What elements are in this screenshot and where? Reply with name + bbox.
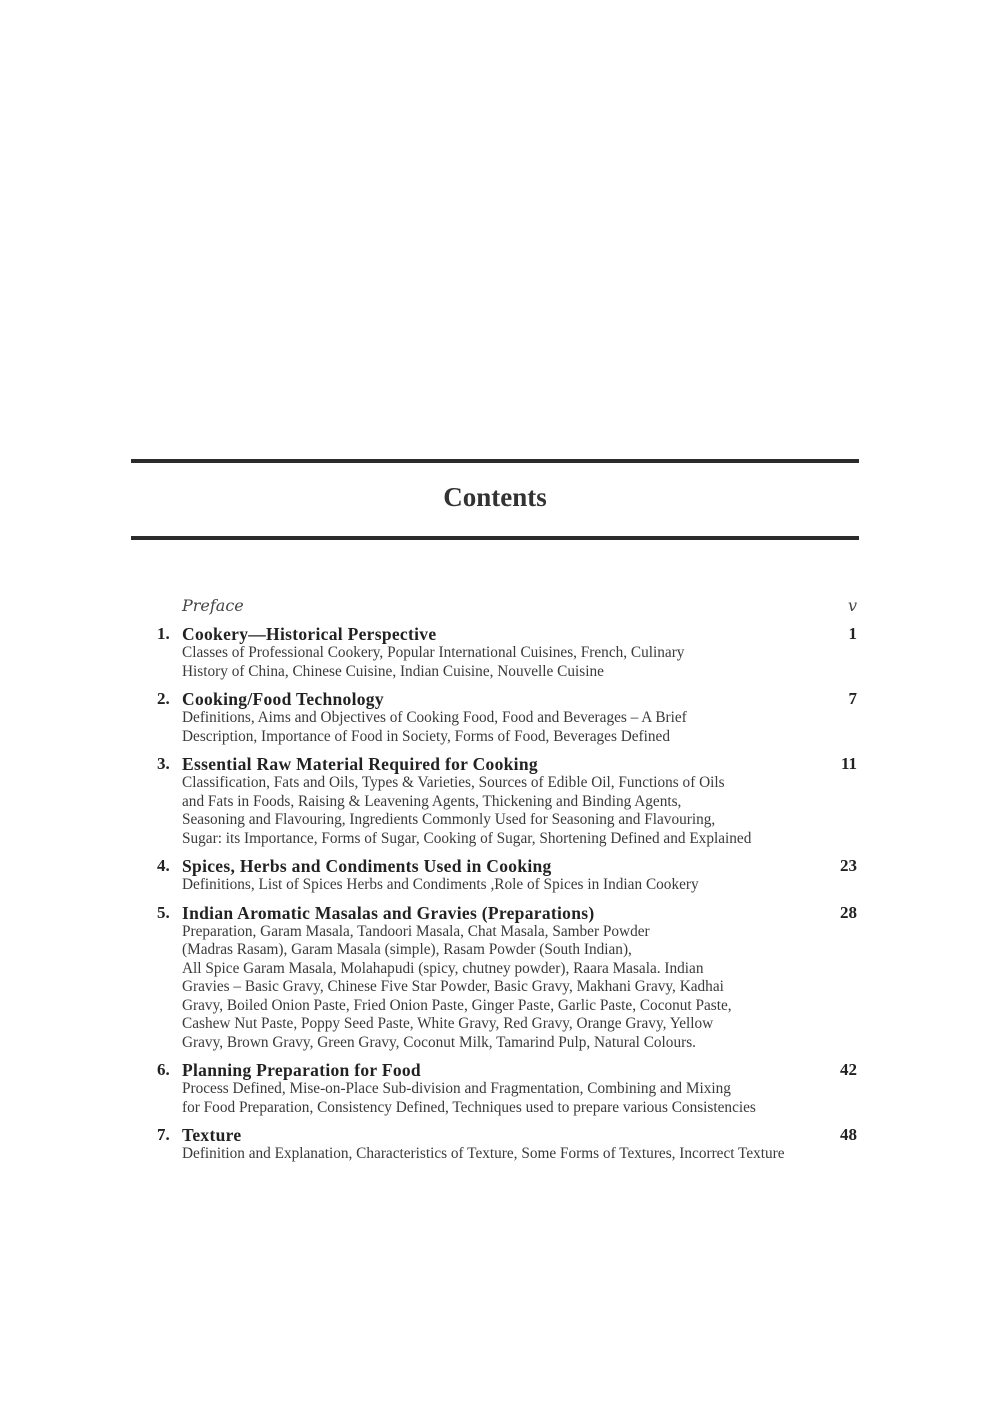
chapter-number: 2. bbox=[157, 689, 170, 708]
toc-entry-header bbox=[157, 624, 859, 644]
chapter-topics-line: All Spice Garam Masala, Molahapudi (spicy, chutney powder), Raara Masala. Indian bbox=[182, 959, 704, 977]
chapter-topics-line: Definitions, Aims and Objectives of Cooking Food, Food and Beverages – A Brief bbox=[182, 709, 687, 726]
top-rule bbox=[131, 459, 859, 463]
preface-page: v bbox=[847, 596, 857, 615]
chapter-topics-line: (Madras Rasam), Garam Masala (simple), Rasam Powder (South Indian), bbox=[182, 941, 632, 958]
toc-entry-header bbox=[157, 689, 859, 709]
chapter-page-number: 48 bbox=[840, 1125, 857, 1144]
chapter-title[interactable]: Texture bbox=[182, 1125, 242, 1145]
chapter-title[interactable]: Essential Raw Material Required for Cooking bbox=[182, 754, 538, 774]
table-of-contents bbox=[157, 596, 859, 1172]
chapter-topics bbox=[182, 774, 859, 848]
chapter-topics bbox=[182, 709, 859, 746]
toc-entry-header bbox=[157, 1060, 859, 1080]
chapter-title[interactable]: Planning Preparation for Food bbox=[182, 1060, 421, 1080]
chapter-page-number: 23 bbox=[840, 856, 857, 875]
chapter-topics-line: Seasoning and Flavouring, Ingredients Commonly Used for Seasoning and Flavouring, bbox=[182, 811, 716, 828]
chapter-topics bbox=[182, 1145, 859, 1164]
chapter-number: 1. bbox=[157, 624, 170, 643]
chapter-topics-line: Process Defined, Mise-on-Place Sub-division and Fragmentation, Combining and Mixing bbox=[182, 1080, 731, 1097]
chapter-topics-line: Cashew Nut Paste, Poppy Seed Paste, White Gravy, Red Gravy, Orange Gravy, Yellow bbox=[182, 1015, 714, 1032]
toc-entry[interactable] bbox=[157, 1125, 859, 1164]
chapter-topics-line: for Food Preparation, Consistency Defined, Techniques used to prepare various Consistencies bbox=[182, 1098, 756, 1116]
toc-entry-header bbox=[157, 903, 859, 923]
chapter-topics-line: Classification, Fats and Oils, Types & Varieties, Sources of Edible Oil, Functions of Oils bbox=[182, 774, 725, 791]
chapter-topics bbox=[182, 644, 859, 681]
page-title: Contents bbox=[443, 482, 547, 512]
chapter-page-number: 42 bbox=[840, 1060, 857, 1079]
toc-entry[interactable] bbox=[157, 689, 859, 746]
chapter-topics-line: Classes of Professional Cookery, Popular International Cuisines, French, Culinary bbox=[182, 644, 685, 661]
chapter-title[interactable]: Cooking/Food Technology bbox=[182, 689, 384, 709]
chapter-topics-line: Sugar: its Importance, Forms of Sugar, Cooking of Sugar, Shortening Defined and Explained bbox=[182, 829, 752, 847]
chapter-topics-line: Description, Importance of Food in Society, Forms of Food, Beverages Defined bbox=[182, 727, 670, 745]
toc-entry[interactable] bbox=[157, 754, 859, 848]
chapter-topics-line: History of China, Chinese Cuisine, Indian Cuisine, Nouvelle Cuisine bbox=[182, 662, 604, 680]
chapter-topics-line: Preparation, Garam Masala, Tandoori Masala, Chat Masala, Samber Powder bbox=[182, 922, 650, 940]
chapter-topics-line: Definition and Explanation, Characteristics of Texture, Some Forms of Textures, Incorrect Texture bbox=[182, 1145, 785, 1162]
toc-entries bbox=[157, 624, 859, 1164]
toc-entry-header bbox=[157, 856, 859, 876]
chapter-number: 3. bbox=[157, 754, 170, 773]
toc-entry[interactable] bbox=[157, 1060, 859, 1117]
toc-entry[interactable] bbox=[157, 903, 859, 1053]
chapter-topics bbox=[182, 876, 859, 895]
chapter-topics-line: Gravies – Basic Gravy, Chinese Five Star Powder, Basic Gravy, Makhani Gravy, Kadhai bbox=[182, 978, 724, 995]
toc-entry[interactable] bbox=[157, 856, 859, 895]
chapter-page-number: 28 bbox=[840, 902, 857, 922]
toc-entry-header bbox=[157, 1125, 859, 1145]
chapter-number: 7. bbox=[157, 1125, 170, 1144]
toc-entry-header bbox=[157, 754, 859, 774]
chapter-page-number: 11 bbox=[840, 754, 857, 773]
chapter-title[interactable]: Indian Aromatic Masalas and Gravies (Preparations) bbox=[182, 902, 595, 923]
chapter-number: 6. bbox=[157, 1060, 170, 1079]
chapter-page-number: 7 bbox=[848, 689, 857, 708]
chapter-number: 4. bbox=[157, 856, 170, 875]
chapter-number: 5. bbox=[157, 902, 170, 922]
toc-preface[interactable] bbox=[157, 596, 859, 618]
chapter-topics bbox=[182, 1080, 859, 1117]
toc-entry[interactable] bbox=[157, 624, 859, 681]
chapter-topics-line: Gravy, Boiled Onion Paste, Fried Onion Paste, Ginger Paste, Garlic Paste, Coconut Paste, bbox=[182, 996, 732, 1014]
chapter-topics-line: and Fats in Foods, Raising & Leavening Agents, Thickening and Binding Agents, bbox=[182, 792, 682, 810]
preface-label: Preface bbox=[182, 596, 244, 615]
chapter-topics-line: Gravy, Brown Gravy, Green Gravy, Coconut Milk, Tamarind Pulp, Natural Colours. bbox=[182, 1033, 696, 1051]
chapter-title[interactable]: Cookery—Historical Perspective bbox=[182, 624, 437, 644]
chapter-topics-line: Definitions, List of Spices Herbs and Condiments ,Role of Spices in Indian Cookery bbox=[182, 876, 699, 893]
chapter-page-number: 1 bbox=[848, 624, 857, 643]
bottom-rule bbox=[131, 536, 859, 540]
chapter-topics bbox=[182, 923, 859, 1053]
chapter-title[interactable]: Spices, Herbs and Condiments Used in Cooking bbox=[182, 856, 552, 876]
